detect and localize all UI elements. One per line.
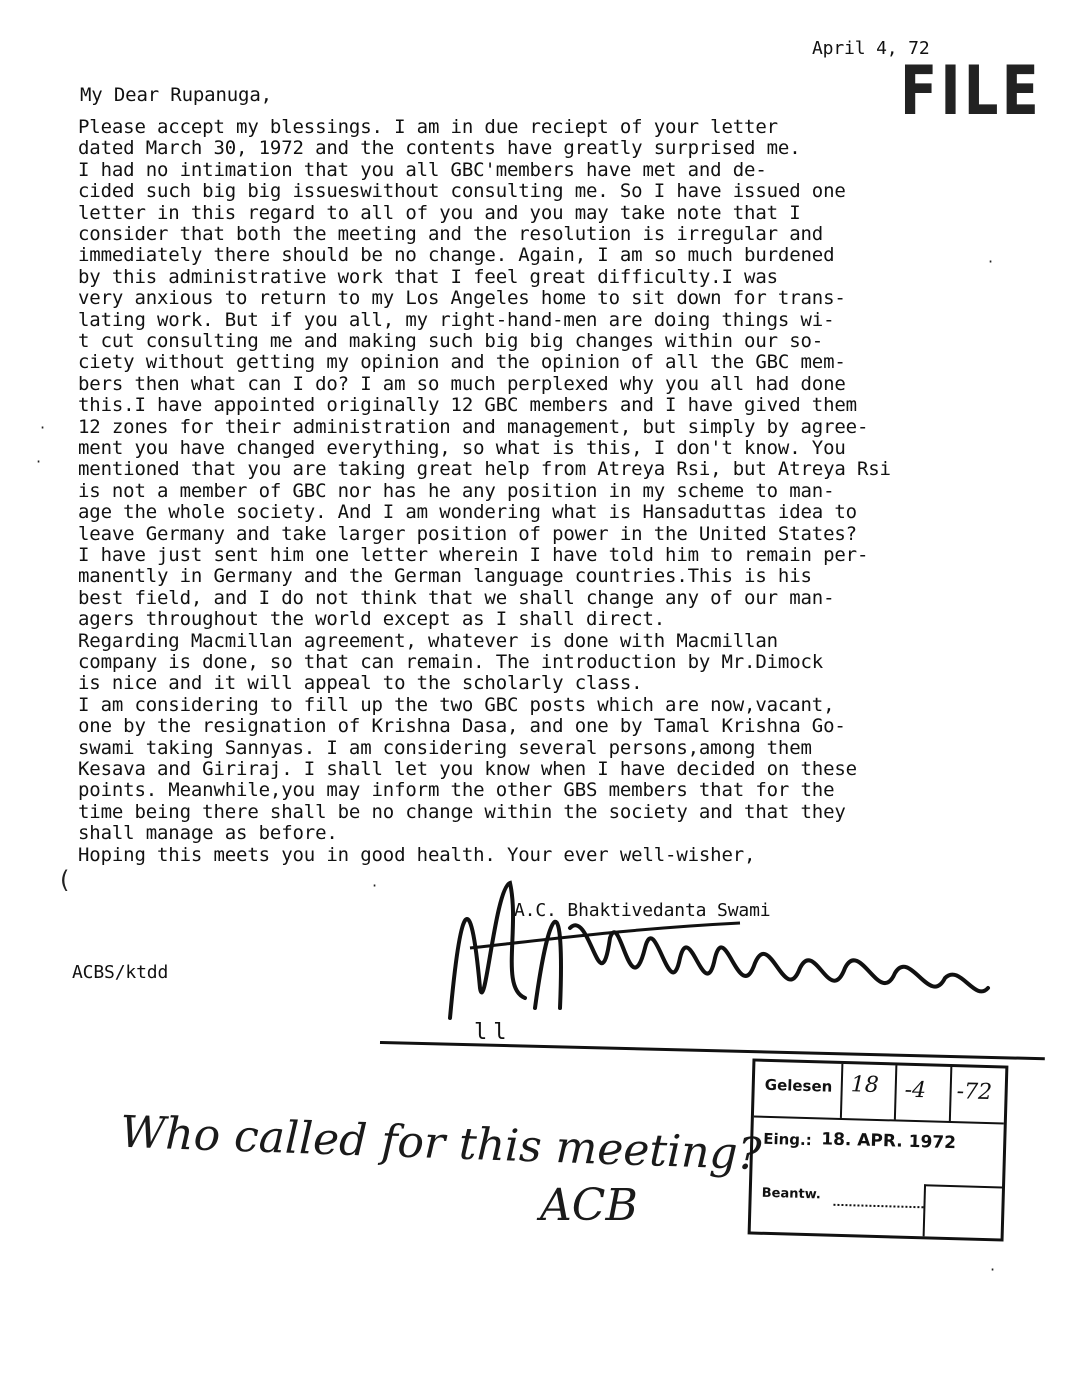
letter-line: I had no intimation that you all GBC'members have met and de-	[78, 158, 767, 181]
file-stamp: FILE	[900, 52, 1043, 131]
letter-line: Regarding Macmillan agreement, whatever is done with Macmillan	[78, 629, 778, 652]
letter-line: lating work. But if you all, my right-hand-men are doing things wi-	[78, 308, 835, 331]
letter-line: Kesava and Giriraj. I shall let you know when I have decided on these	[78, 758, 857, 780]
speck: ·	[36, 452, 42, 471]
speck: ·	[988, 252, 994, 271]
letter-line: bers then what can I do? I am so much perplexed why you all had done	[78, 372, 846, 395]
letter-line: leave Germany and take larger position of power in the United States?	[78, 522, 857, 545]
letter-line: age the whole society. And I am wondering what is Hansaduttas idea to	[78, 501, 857, 524]
gelesen-label: Gelesen	[764, 1075, 833, 1096]
letter-line: t cut consulting me and making such big big changes within our so-	[78, 330, 824, 352]
handwritten-note: Who called for this meeting?	[119, 1106, 763, 1181]
speck: (	[60, 866, 70, 894]
typed-signature: A.C. Bhaktivedanta Swami	[514, 900, 771, 921]
letter-line: letter in this regard to all of you and you may take note that I	[78, 201, 801, 224]
eing-date: 18. APR. 1972	[820, 1129, 957, 1154]
letter-line: dated March 30, 1972 and the contents have greatly surprised me.	[78, 137, 801, 160]
letter-line: agers throughout the world except as I shall direct.	[78, 608, 666, 631]
letter-line: I have just sent him one letter wherein I have told him to remain per-	[78, 544, 869, 566]
letter-line: shall manage as before.	[78, 822, 338, 845]
letter-line: manently in Germany and the German language countries.This is his	[78, 565, 812, 588]
gelesen-day: 18	[850, 1072, 880, 1098]
letter-line: best field, and I do not think that we shall change any of our man-	[78, 586, 835, 609]
stray-mark: ll	[474, 1020, 513, 1045]
letter-line: consider that both the meeting and the resolution is irregular and	[78, 223, 824, 245]
handwritten-initials: ACB	[540, 1180, 638, 1231]
eing-label: Eing.:	[763, 1129, 813, 1150]
letter-line: cided such big big issueswithout consulting me. So I have issued one	[78, 180, 846, 203]
letter-line: ment you have changed everything, so what is this, I don't know. You	[78, 437, 846, 459]
letter-date: April 4, 72	[812, 38, 930, 59]
letter-line: by this administrative work that I feel great difficulty.I was	[78, 265, 778, 288]
gelesen-month: -4	[904, 1077, 927, 1104]
receipt-stamp	[748, 1058, 1009, 1241]
handwritten-signature	[440, 868, 1000, 1028]
speck: ·	[40, 418, 46, 437]
letter-line: Hoping this meets you in good health. Your ever well-wisher,	[78, 843, 756, 866]
reference-initials: ACBS/ktdd	[72, 962, 169, 983]
speck: ·	[372, 876, 378, 895]
letter-line: is not a member of GBC nor has he any position in my scheme to man-	[78, 479, 835, 502]
divider-line	[380, 1041, 1045, 1060]
letter-line: points. Meanwhile,you may inform the other GBS members that for the	[78, 779, 835, 802]
letter-line: very anxious to return to my Los Angeles home to sit down for trans-	[78, 287, 846, 310]
letter-line: swami taking Sannyas. I am considering several persons,among them	[78, 736, 812, 759]
letter-line: 12 zones for their administration and management, but simply by agree-	[78, 415, 869, 438]
letter-line: this.I have appointed originally 12 GBC members and I have gived them	[78, 394, 857, 417]
letter-line: one by the resignation of Krishna Dasa, and one by Tamal Krishna Go-	[78, 715, 846, 738]
letter-line: I am considering to fill up the two GBC posts which are now,vacant,	[78, 693, 835, 716]
speck: ·	[990, 1260, 996, 1279]
letter-line: Please accept my blessings. I am in due reciept of your letter	[78, 116, 778, 138]
letter-line: mentioned that you are taking great help from Atreya Rsi, but Atreya Rsi	[78, 458, 891, 481]
salutation: My Dear Rupanuga,	[80, 84, 272, 106]
gelesen-year: -72	[956, 1079, 993, 1106]
letter-line: company is done, so that can remain. The introduction by Mr.Dimock	[78, 651, 824, 673]
beantw-label: Beantw.	[761, 1185, 822, 1203]
letter-line: is nice and it will appeal to the scholarly class.	[78, 672, 643, 695]
letter-line: time being there shall be no change within the society and that they	[78, 800, 846, 823]
letter-line: ciety without getting my opinion and the opinion of all the GBC mem-	[78, 351, 846, 374]
letter-line: immediately there should be no change. Again, I am so much burdened	[78, 244, 835, 267]
